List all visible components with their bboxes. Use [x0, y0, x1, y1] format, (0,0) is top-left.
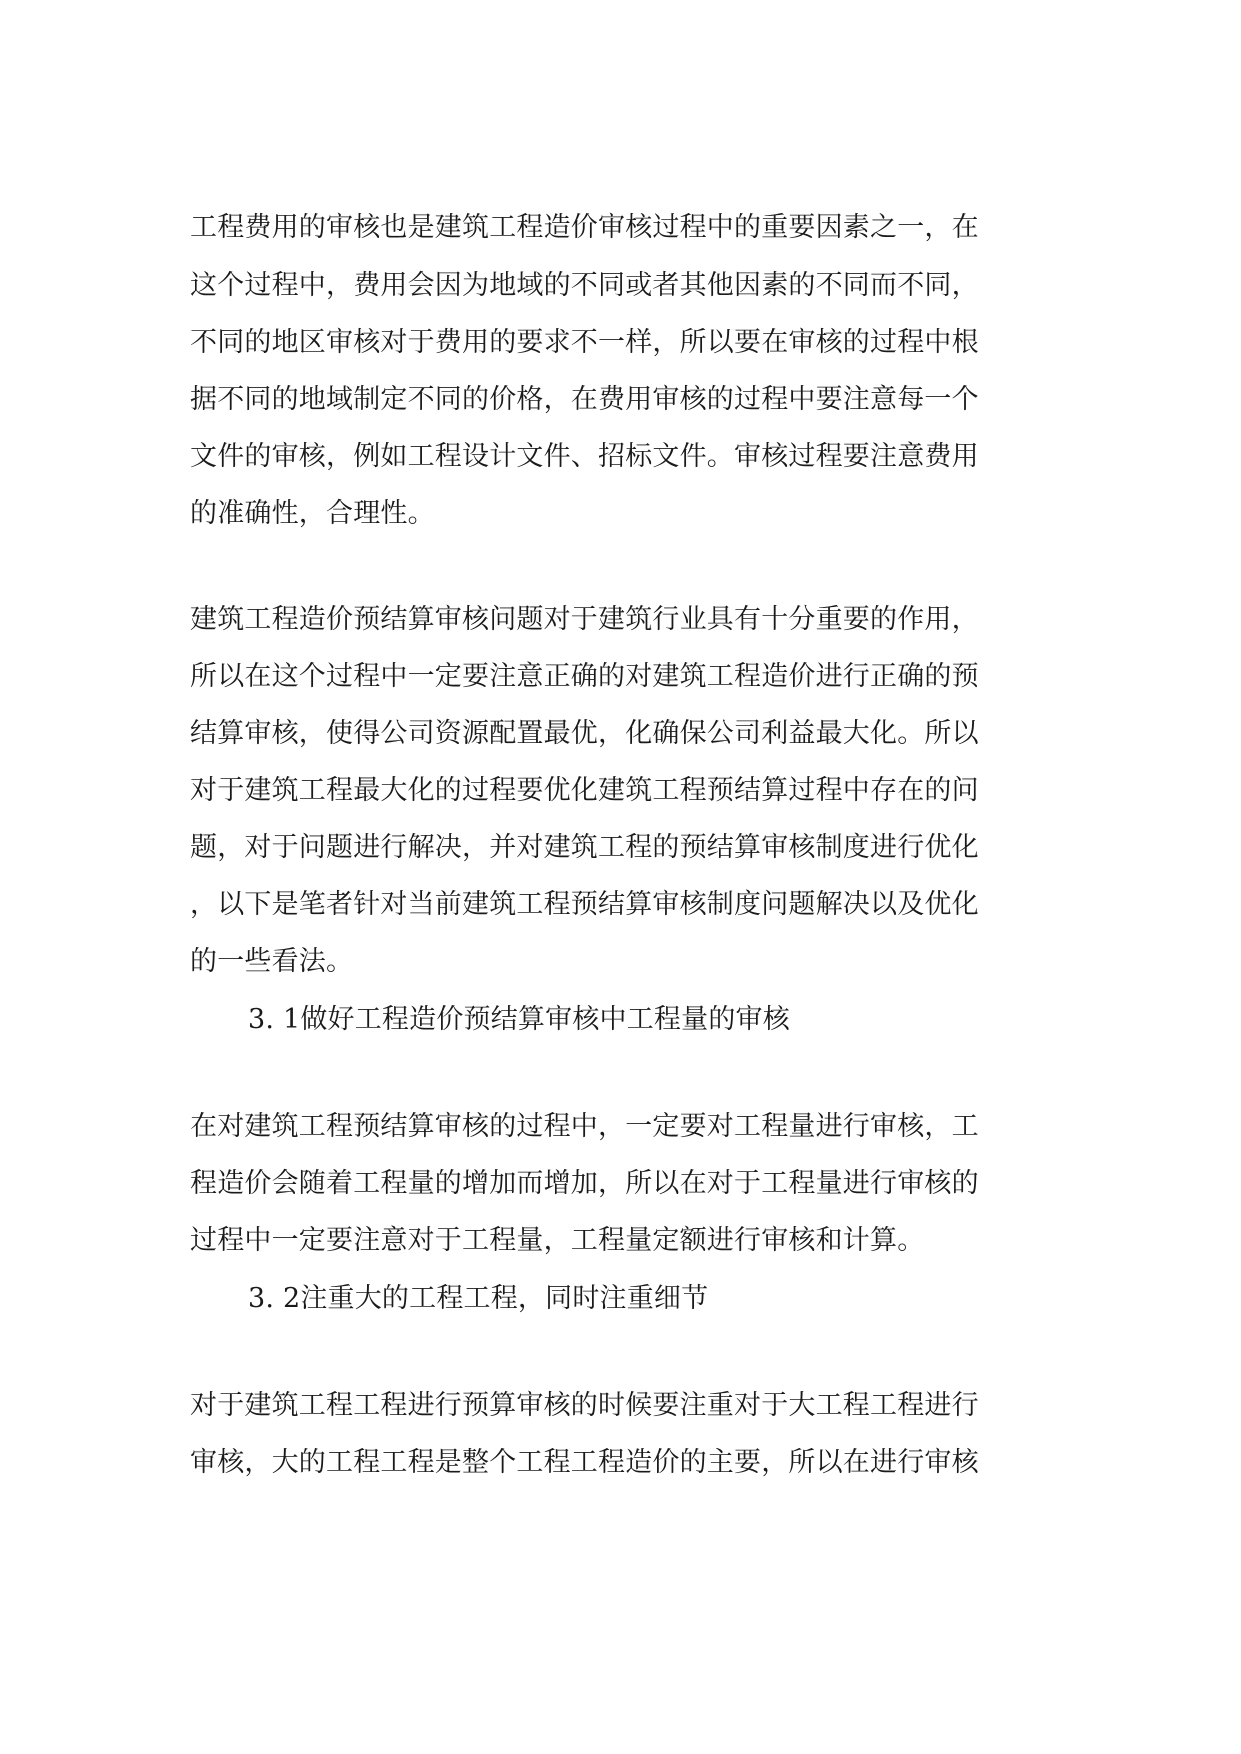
paragraph-line: 在对建筑工程预结算审核的过程中，一定要对工程量进行审核，工 [190, 1111, 979, 1142]
paragraph-line: 对于建筑工程工程进行预算审核的时候要注重对于大工程工程进行 [190, 1390, 979, 1421]
paragraph-line: 建筑工程造价预结算审核问题对于建筑行业具有十分重要的作用， [190, 604, 979, 635]
paragraph-line: 审核，大的工程工程是整个工程工程造价的主要，所以在进行审核 [190, 1447, 979, 1478]
paragraph-line: 这个过程中，费用会因为地域的不同或者其他因素的不同而不同， [190, 270, 979, 301]
paragraph-line: 据不同的地域制定不同的价格，在费用审核的过程中要注意每一个 [190, 384, 979, 415]
paragraph-line: 题，对于问题进行解决，并对建筑工程的预结算审核制度进行优化 [190, 832, 979, 863]
paragraph-line: 程造价会随着工程量的增加而增加，所以在对于工程量进行审核的 [190, 1168, 979, 1199]
paragraph-line: 的准确性，合理性。 [190, 498, 435, 529]
paragraph-line: 文件的审核，例如工程设计文件、招标文件。审核过程要注意费用 [190, 441, 979, 472]
paragraph-line: 工程费用的审核也是建筑工程造价审核过程中的重要因素之一，在 [190, 212, 979, 243]
paragraph-line: 的一些看法。 [190, 946, 354, 977]
section-heading-3-1: 3. 1做好工程造价预结算审核中工程量的审核 [248, 1004, 790, 1035]
paragraph-line: 结算审核，使得公司资源配置最优，化确保公司利益最大化。所以 [190, 718, 979, 749]
paragraph-line: ，以下是笔者针对当前建筑工程预结算审核制度问题解决以及优化 [190, 889, 979, 920]
paragraph-line: 所以在这个过程中一定要注意正确的对建筑工程造价进行正确的预 [190, 661, 979, 692]
section-heading-3-2: 3. 2注重大的工程工程，同时注重细节 [248, 1283, 709, 1314]
paragraph-line: 过程中一定要注意对于工程量，工程量定额进行审核和计算。 [190, 1225, 925, 1256]
paragraph-line: 不同的地区审核对于费用的要求不一样，所以要在审核的过程中根 [190, 327, 979, 358]
paragraph-line: 对于建筑工程最大化的过程要优化建筑工程预结算过程中存在的问 [190, 775, 979, 806]
